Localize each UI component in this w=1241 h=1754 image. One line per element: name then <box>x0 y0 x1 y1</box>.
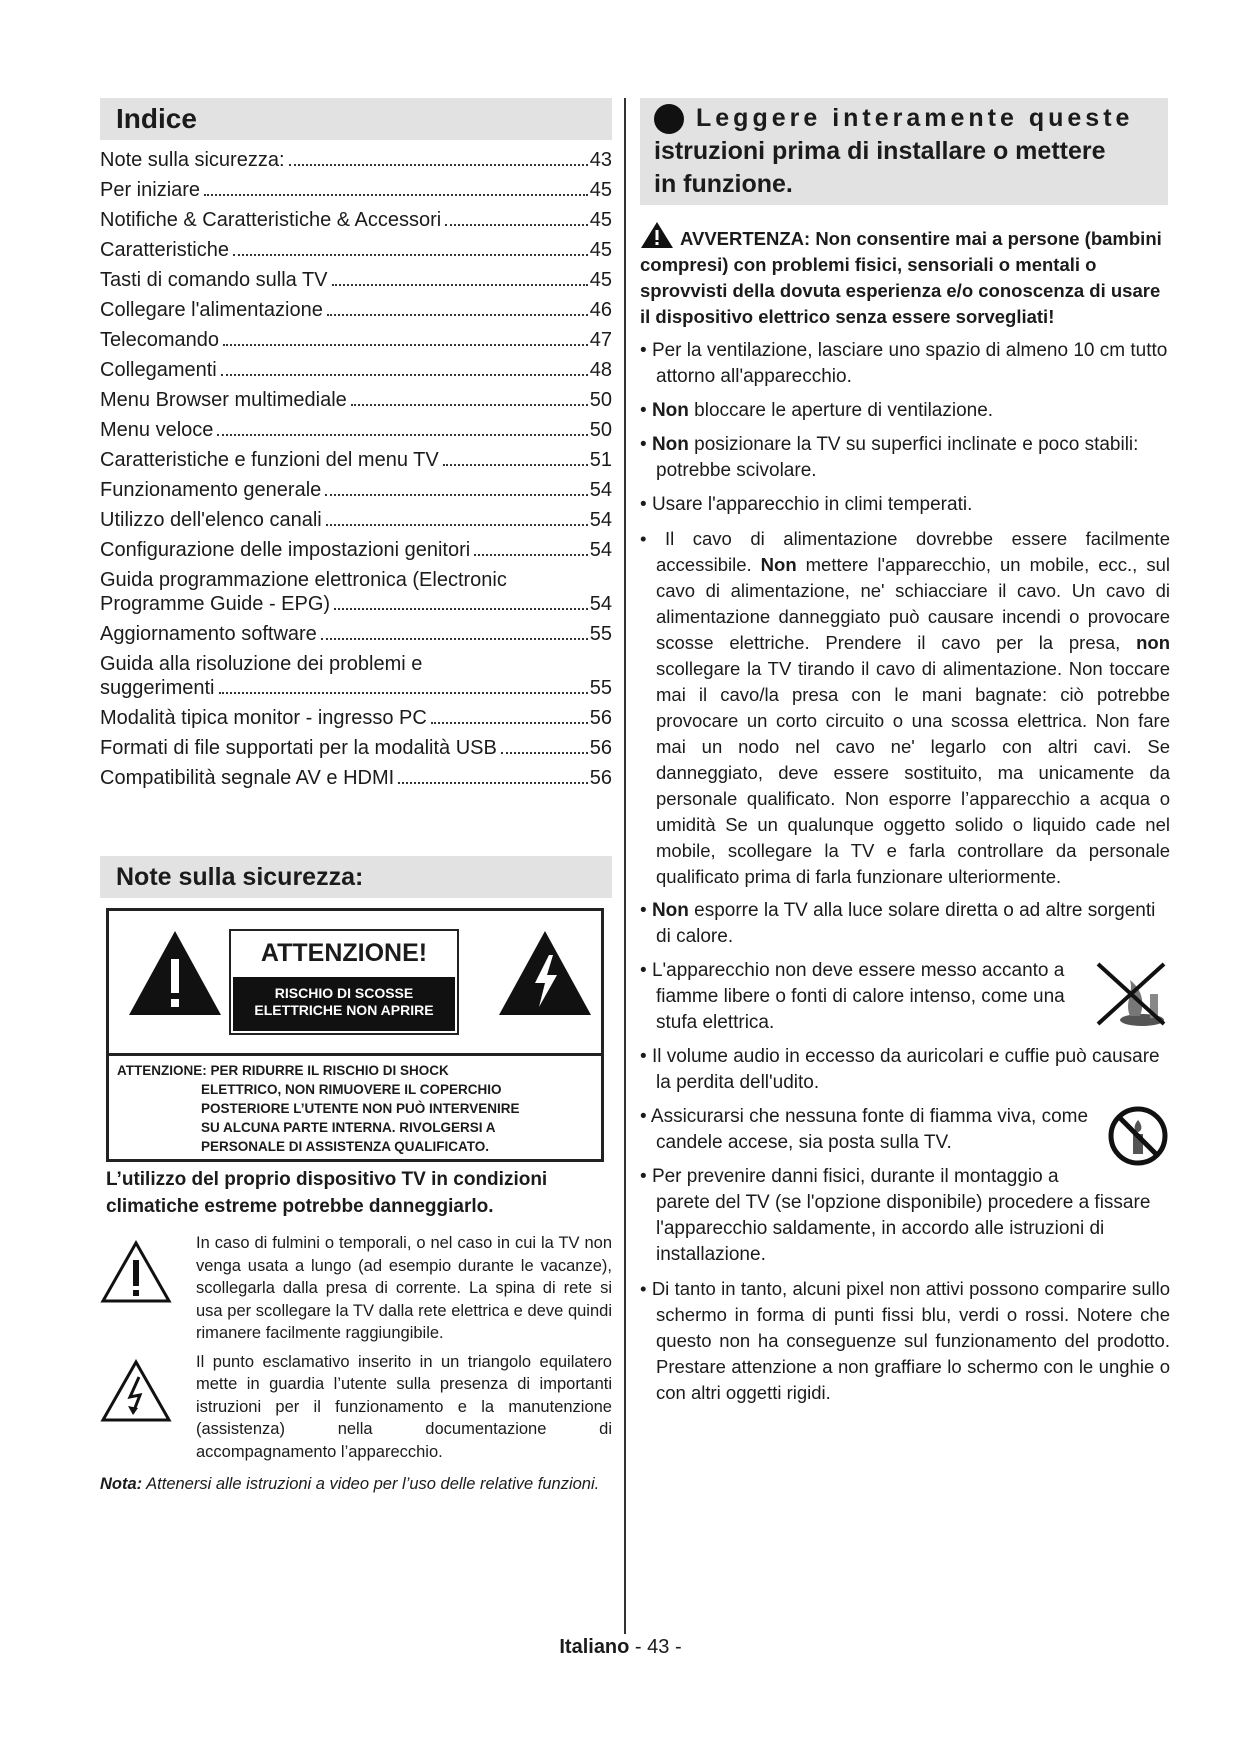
list-item: • Non posizionare la TV su superfici inclinate e poco stabili: potrebbe scivolare. <box>640 434 1139 481</box>
lightning-outline-icon <box>100 1359 172 1423</box>
toc-entry[interactable]: Guida programmazione elettronica (Electronic Programme Guide - EPG) 54 <box>100 569 612 615</box>
index-title: Indice <box>100 98 612 140</box>
toc-entry[interactable]: Caratteristiche 45 <box>100 239 612 261</box>
toc-entry[interactable]: Utilizzo dell'elenco canali 54 <box>100 509 612 531</box>
climate-warning: L’utilizzo del proprio dispositivo TV in condizioni climatiche estreme potrebbe danneggiarlo. <box>106 1169 548 1217</box>
toc-entry[interactable]: Guida alla risoluzione dei problemi e suggerimenti 55 <box>100 653 612 699</box>
left-column <box>100 98 612 1496</box>
shock-warning: RISCHIO DI SCOSSE ELETTRICHE NON APRIRE <box>233 977 455 1031</box>
page-footer: Italiano - 43 - <box>559 1636 682 1658</box>
exclamation-triangle-icon <box>127 929 223 1017</box>
table-of-contents <box>100 148 612 790</box>
toc-entry[interactable]: Tasti di comando sulla TV 45 <box>100 269 612 291</box>
lightning-triangle-icon <box>497 929 593 1017</box>
exclamation-paragraph: Il punto esclamativo inserito in un triangolo equilatero mette in guardia l’utente sulla presenza di importanti istruzioni per il funzionamento e la manutenzione (assistenza) nella documentazione di accompagnamento l’apparecchio. <box>100 1351 612 1464</box>
list-item: • Di tanto in tanto, alcuni pixel non attivi possono comparire sullo schermo in forma di punti fissi blu, verdi o rossi. Notere che questo non ha conseguenze sul funzionamento del prodotto. Prestare attenzione a non graffiare lo schermo con le unghie o con altri oggetti rigidi. <box>640 1278 1170 1403</box>
list-item: • Assicurarsi che nessuna fonte di fiamma viva, come candele accese, sia posta sulla TV. <box>640 1104 1170 1156</box>
warning-paragraph: AVVERTENZA: Non consentire mai a persone (bambini compresi) con problemi fisici, sensoriali o mentali o sprovvisti della dovuta esperienza e/o conoscenza di usare il dispositivo elettrico senza essere sorvegliati! <box>640 221 1170 330</box>
list-item: • Per la ventilazione, lasciare uno spazio di almeno 10 cm tutto attorno all'apparecchio. <box>640 340 1168 387</box>
caution-text: ATTENZIONE: PER RIDURRE IL RISCHIO DI SHOCK ELETTRICO, NON RIMUOVERE IL COPERCHIO POSTERIORE L’UTENTE NON PUÒ INTERVENIRE SU ALCUNA PARTE INTERNA. RIVOLGERSI A PERSONALE DI ASSISTENZA QUALIFICATO. <box>117 1063 520 1154</box>
list-item: • Non esporre la TV alla luce solare diretta o ad altre sorgenti di calore. <box>640 900 1156 947</box>
exclamation-outline-icon <box>100 1240 172 1304</box>
list-item: • Usare l'apparecchio in climi temperati. <box>640 494 973 515</box>
toc-entry[interactable]: Telecomando 47 <box>100 329 612 351</box>
toc-entry[interactable]: Note sulla sicurezza: 43 <box>100 149 612 171</box>
list-item: • Per prevenire danni fisici, durante il montaggio a parete del TV (se l'opzione disponibile) procedere a fissare l'apparecchio saldamente, in accordo alle istruzioni di installazione. <box>640 1166 1151 1265</box>
toc-entry[interactable]: Funzionamento generale 54 <box>100 479 612 501</box>
list-item: • Il cavo di alimentazione dovrebbe essere facilmente accessibile. Non mettere l'apparecchio, un mobile, ecc., sul cavo di alimentazione, ne' schiacciare il cavo. Un cavo di alimentazione danneggiato può causare incendi o provocare scosse elettriche. Prendere il cavo per la presa, non scollegare la TV tirando il cavo di alimentazione. Non toccare mai il cavo/la presa con le mani bagnate: ciò potrebbe provocare un corto circuito o una scossa elettrica. Non fare mai un nodo nel cavo ne' legarlo con altri cavi. Se danneggiato, deve essere sostituito, ma unicamente da personale qualificato. Non esporre l’apparecchio a acqua o umidità Se un qualunque oggetto solido o liquido cade nel mobile, scollegare la TV e farla controllare da personale qualificato prima di farla funzionare ulteriormente. <box>640 528 1170 887</box>
list-item: • L'apparecchio non deve essere messo accanto a fiamme libere o fonti di calore intenso, come una stufa elettrica. <box>640 958 1170 1036</box>
caution-heading: ATTENZIONE! <box>260 939 428 967</box>
list-item: • Non bloccare le aperture di ventilazione. <box>640 400 994 421</box>
hand-stop-icon <box>654 104 684 134</box>
right-column <box>640 98 1170 1406</box>
toc-entry[interactable]: Menu veloce 50 <box>100 419 612 441</box>
lightning-paragraph: In caso di fulmini o temporali, o nel caso in cui la TV non venga usata a lungo (ad esempio durante le vacanze), scollegarla dalla presa di corrente. La spina di rete si usa per scollegare la TV dalla rete elettrica e deve quindi rimanere facilmente raggiungibile. <box>100 1232 612 1345</box>
column-divider <box>624 98 626 1634</box>
toc-entry[interactable]: Collegare l'alimentazione 46 <box>100 299 612 321</box>
caution-label <box>229 929 459 1035</box>
toc-entry[interactable]: Modalità tipica monitor - ingresso PC 56 <box>100 707 612 729</box>
read-instructions-heading: Leggere interamente queste istruzioni prima di installare o mettere in funzione. <box>640 98 1168 205</box>
toc-entry[interactable]: Aggiornamento software 55 <box>100 623 612 645</box>
toc-entry[interactable]: Notifiche & Caratteristiche & Accessori 45 <box>100 209 612 231</box>
toc-entry[interactable]: Menu Browser multimediale 50 <box>100 389 612 411</box>
toc-entry[interactable]: Compatibilità segnale AV e HDMI 56 <box>100 767 612 789</box>
toc-entry[interactable]: Per iniziare 45 <box>100 179 612 201</box>
caution-box <box>106 908 604 1162</box>
list-item: • Il volume audio in eccesso da auricolari e cuffie può causare la perdita dell'udito. <box>640 1046 1160 1093</box>
safety-title: Note sulla sicurezza: <box>100 856 612 898</box>
toc-entry[interactable]: Caratteristiche e funzioni del menu TV 51 <box>100 449 612 471</box>
safety-list <box>640 338 1170 1406</box>
box-divider <box>109 1053 601 1056</box>
no-candle-icon <box>1106 1104 1170 1168</box>
note: Nota: Attenersi alle istruzioni a video per l’uso delle relative funzioni. <box>100 1475 600 1493</box>
warning-triangle-icon <box>640 221 674 249</box>
toc-entry[interactable]: Configurazione delle impostazioni genitori 54 <box>100 539 612 561</box>
toc-entry[interactable]: Collegamenti 48 <box>100 359 612 381</box>
no-fire-heater-icon <box>1090 958 1170 1030</box>
toc-entry[interactable]: Formati di file supportati per la modalità USB 56 <box>100 737 612 759</box>
